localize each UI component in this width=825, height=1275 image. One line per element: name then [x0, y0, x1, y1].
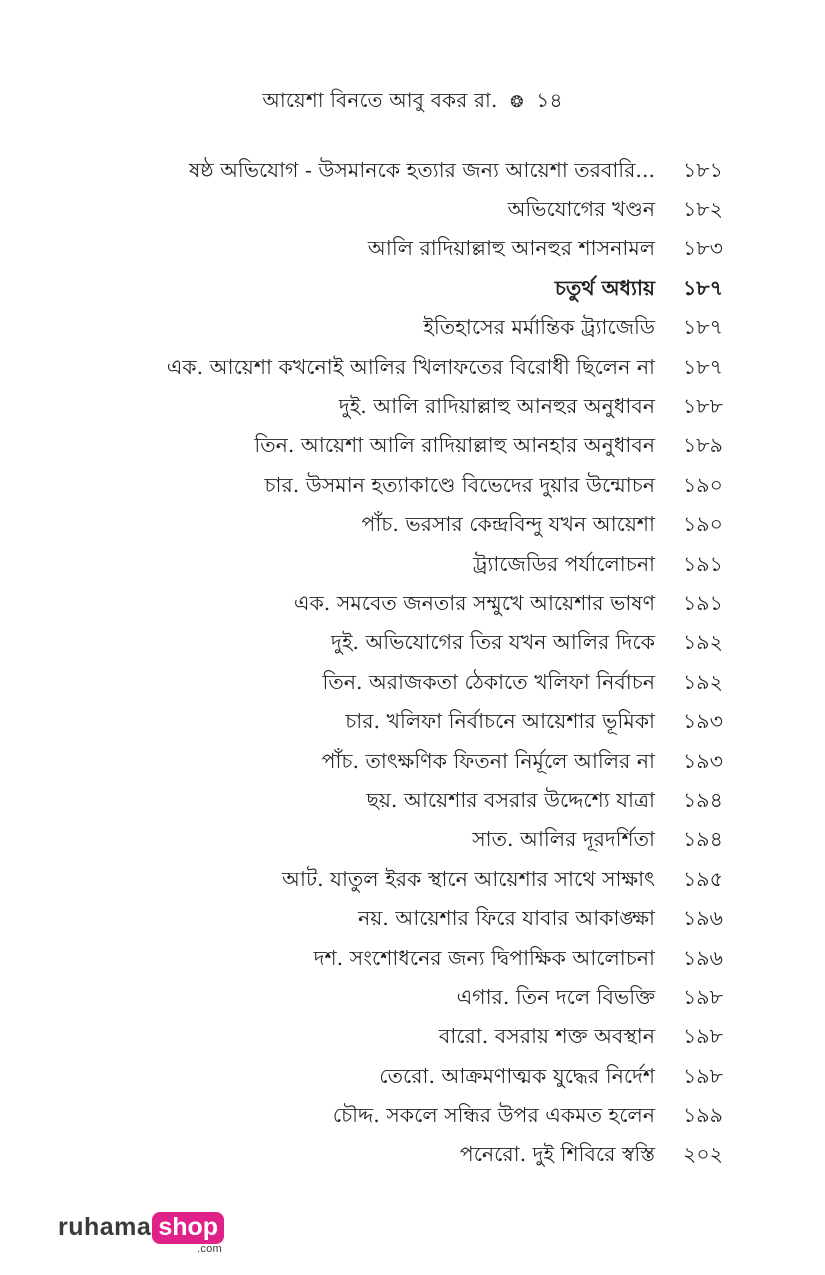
toc-entry-title: তেরো. আক্রমণাত্মক যুদ্ধের নির্দেশ: [379, 1063, 655, 1088]
toc-entry: [0, 349, 825, 388]
toc-entry: [0, 664, 825, 703]
toc-entry-title: দুই. অভিযোগের তির যখন আলির দিকে: [331, 630, 655, 655]
toc-entry-page: ১৯১: [683, 551, 723, 576]
toc-entry-page: ১৮১: [683, 157, 723, 182]
toc-entry-title: আলি রাদিয়াল্লাহু আনহুর শাসনামল: [367, 236, 655, 261]
toc-entry-title: সাত. আলির দূরদর্শিতা: [472, 827, 655, 852]
toc-entry: [0, 152, 825, 191]
toc-entry-page: ২০২: [683, 1142, 723, 1167]
toc-entry-title: ট্র্যাজেডির পর্যালোচনা: [472, 551, 655, 576]
toc-entry-title: ইতিহাসের মর্মান্তিক ট্র্যাজেডি: [423, 315, 655, 340]
toc-entry-title: এগার. তিন দলে বিভক্তি: [456, 984, 655, 1009]
toc-entry: [0, 585, 825, 624]
toc-entry: [0, 625, 825, 664]
logo-text-shop: shop: [152, 1212, 224, 1244]
toc-entry: [0, 231, 825, 270]
logo-text-ruhama: ruhama: [58, 1213, 152, 1241]
toc-entry-page: ১৯৮: [683, 1024, 723, 1049]
toc-entry: [0, 388, 825, 427]
toc-entry-page: ১৯৮: [683, 984, 723, 1009]
toc-entry-page: ১৯০: [683, 472, 723, 497]
toc-entry-title: অভিযোগের খণ্ডন: [507, 197, 655, 222]
toc-entry-page: ১৯৯: [683, 1103, 723, 1128]
toc-entry: [0, 743, 825, 782]
toc-entry-page: ১৮৯: [683, 433, 723, 458]
toc-entry-page: ১৯৬: [683, 945, 723, 970]
toc-entry-page: ১৯১: [683, 590, 723, 615]
toc-entry-title: তিন. আয়েশা আলি রাদিয়াল্লাহু আনহার অনুধাবন: [254, 433, 655, 458]
toc-entry-page: ১৯৮: [683, 1063, 723, 1088]
toc-entry-page: ১৮৭: [683, 275, 723, 300]
toc-entry-title: তিন. অরাজকতা ঠেকাতে খলিফা নির্বাচন: [322, 669, 655, 694]
toc-entry-title: দুই. আলি রাদিয়াল্লাহু আনহুর অনুধাবন: [338, 394, 655, 419]
logo-text-com: .com: [196, 1243, 223, 1255]
toc-entry-page: ১৮৭: [683, 354, 723, 379]
toc-entry-page: ১৯৬: [683, 906, 723, 931]
toc-entry: [0, 822, 825, 861]
ruhamashop-logo: [58, 1212, 224, 1255]
toc-chapter-heading: [0, 270, 825, 309]
toc-entry-page: ১৯২: [683, 669, 723, 694]
toc-entry-page: ১৯৫: [683, 866, 723, 891]
toc-entry-title: ছয়. আয়েশার বসরার উদ্দেশ্যে যাত্রা: [366, 787, 655, 812]
toc-entry: [0, 1097, 825, 1136]
table-of-contents: [0, 152, 825, 1176]
toc-entry-title: চার. উসমান হত্যাকাণ্ডে বিভেদের দুয়ার উন্মোচন: [264, 472, 655, 497]
page-header: [0, 86, 825, 119]
ornament-icon: ❂: [510, 92, 524, 111]
toc-entry: [0, 191, 825, 230]
toc-entry-page: ১৮৭: [683, 315, 723, 340]
toc-entry-title: পনেরো. দুই শিবিরে স্বস্তি: [459, 1142, 655, 1167]
toc-entry-title: চৌদ্দ. সকলে সন্ধির উপর একমত হলেন: [332, 1103, 655, 1128]
toc-entry-page: ১৮৩: [683, 236, 723, 261]
toc-entry-title: এক. সমবেত জনতার সম্মুখে আয়েশার ভাষণ: [293, 590, 655, 615]
toc-entry-title: চার. খলিফা নির্বাচনে আয়েশার ভূমিকা: [345, 709, 655, 734]
toc-entry-page: ১৮২: [683, 197, 723, 222]
toc-entry-page: ১৯৩: [683, 709, 723, 734]
toc-entry-title: পাঁচ. ভরসার কেন্দ্রবিন্দু যখন আয়েশা: [361, 512, 655, 537]
toc-entry-page: ১৮৮: [683, 394, 723, 419]
toc-entry: [0, 546, 825, 585]
toc-entry-title: আট. যাতুল ইরক স্থানে আয়েশার সাথে সাক্ষাৎ: [282, 866, 655, 891]
toc-entry: [0, 861, 825, 900]
toc-entry: [0, 310, 825, 349]
toc-entry-title: এক. আয়েশা কখনোই আলির খিলাফতের বিরোধী ছিলেন না: [166, 354, 655, 379]
toc-entry-title: পাঁচ. তাৎক্ষণিক ফিতনা নির্মূলে আলির না: [321, 748, 655, 773]
toc-entry-title: ষষ্ঠ অভিযোগ - উসমানকে হত্যার জন্য আয়েশা তরবারি...: [188, 157, 655, 182]
toc-entry: [0, 1058, 825, 1097]
toc-entry: [0, 467, 825, 506]
running-title: আয়েশা বিনতে আবু বকর রা.: [262, 88, 498, 112]
toc-entry: [0, 428, 825, 467]
toc-entry-title: চতুর্থ অধ্যায়: [554, 275, 655, 300]
toc-entry-page: ১৯৪: [683, 827, 723, 852]
toc-entry: [0, 782, 825, 821]
toc-entry: [0, 900, 825, 939]
toc-entry-title: দশ. সংশোধনের জন্য দ্বিপাক্ষিক আলোচনা: [313, 945, 655, 970]
toc-entry: [0, 979, 825, 1018]
toc-entry-page: ১৯৪: [683, 787, 723, 812]
toc-entry-page: ১৯০: [683, 512, 723, 537]
toc-entry-title: নয়. আয়েশার ফিরে যাবার আকাঙ্ক্ষা: [357, 906, 655, 931]
toc-entry: [0, 507, 825, 546]
toc-entry: [0, 1137, 825, 1176]
toc-entry: [0, 1019, 825, 1058]
logo-shop-badge: [152, 1212, 224, 1255]
toc-entry: [0, 703, 825, 742]
toc-entry-page: ১৯৩: [683, 748, 723, 773]
toc-entry: [0, 940, 825, 979]
page-number: ১৪: [536, 88, 563, 112]
toc-entry-title: বারো. বসরায় শক্ত অবস্থান: [438, 1024, 655, 1049]
toc-entry-page: ১৯২: [683, 630, 723, 655]
